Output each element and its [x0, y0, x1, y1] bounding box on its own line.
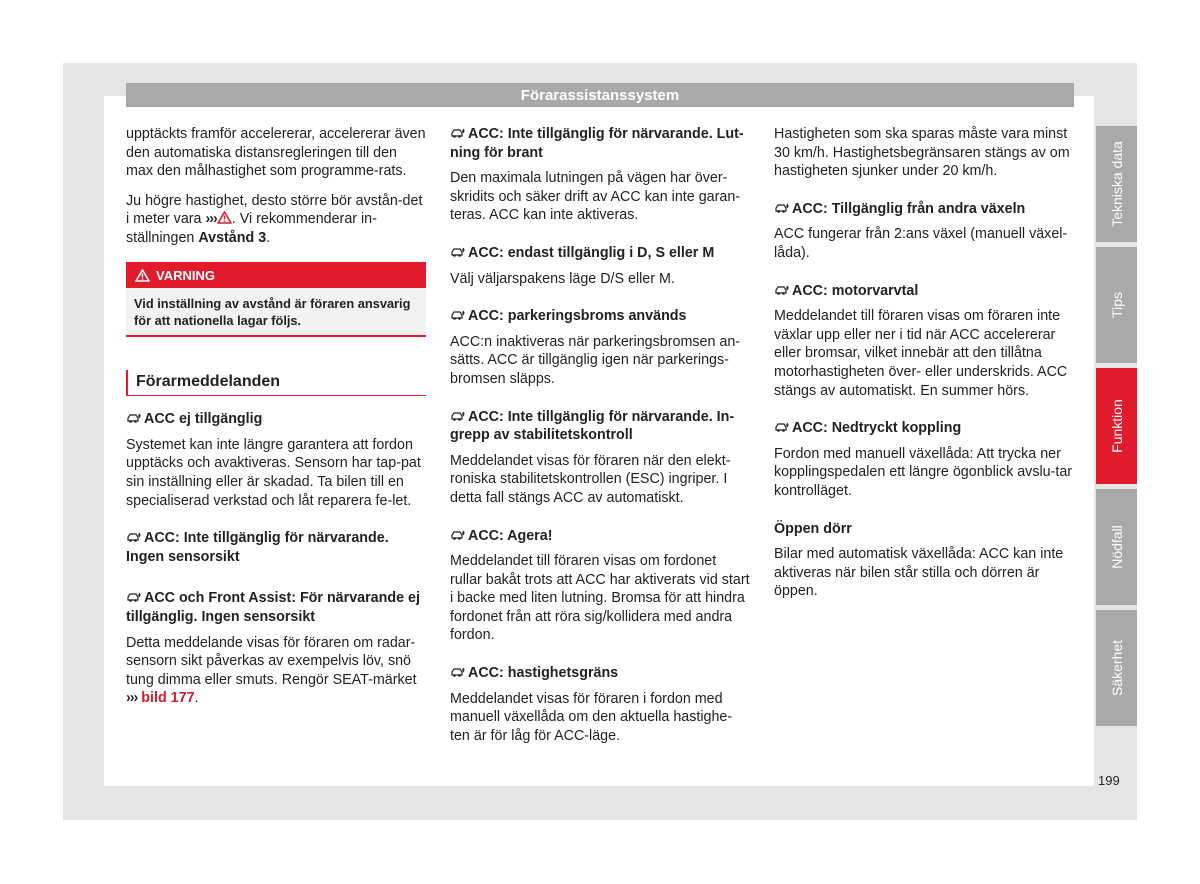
- message-heading: ACC och Front Assist: För närvarande ej tillgänglig. Ingen sensorsikt: [126, 590, 420, 625]
- car-message-icon: [450, 528, 466, 540]
- paragraph: Meddelandet till föraren visas om föraren inte växlar upp eller ner i tid när ACC accelererar eller bromsar, vilket innebär att den tillåtna motorhastigheten över- eller underskrids. ACC stängs av automatiskt. En summer hörs.: [774, 308, 1068, 399]
- message-heading: ACC: hastighetsgräns: [450, 664, 750, 683]
- page-number: 199: [1098, 773, 1120, 788]
- car-message-icon: [774, 283, 790, 295]
- message-heading: ACC ej tillgänglig: [126, 410, 426, 429]
- paragraph: Välj väljarspakens läge D/S eller M.: [450, 270, 675, 287]
- message-heading: ACC: Inte tillgänglig för närvarande. In-grepp av stabilitetskontroll: [450, 408, 735, 444]
- warning-triangle-icon: [135, 264, 150, 277]
- message-heading: ACC: motorvarvtal: [774, 282, 1074, 301]
- side-tab-nodfall[interactable]: Nödfall: [1096, 489, 1137, 605]
- warning-triangle-icon: [217, 211, 232, 224]
- side-tab-tips[interactable]: Tips: [1096, 247, 1137, 363]
- car-message-icon: [450, 665, 466, 677]
- paragraph: Meddelandet till föraren visas om fordonet rullar bakåt trots att ACC har aktiverats vid start i backe med liten lutning. Bromsa för att hindra fordonet från att röra sig/kollidera med andra fordon.: [450, 553, 750, 644]
- paragraph: Ju högre hastighet, desto större bör avstån-det i meter vara ››› . Vi rekommenderar in-ställningen Avstånd 3.: [126, 192, 423, 246]
- car-message-icon: [774, 201, 790, 213]
- paragraph: ACC:n inaktiveras när parkeringsbromsen an-sätts. ACC är tillgänglig igen när parkerings-bromsen släpps.: [450, 333, 741, 387]
- side-tab-tekniska-data[interactable]: Tekniska data: [1096, 126, 1137, 242]
- car-message-icon: [450, 126, 466, 138]
- see-reference-arrows: ›››: [126, 690, 138, 707]
- chapter-header: Förarassistanssystem: [126, 83, 1074, 107]
- paragraph: Bilar med automatisk växellåda: ACC kan inte aktiveras när bilen står stilla och dörren är öppen.: [774, 546, 1064, 600]
- paragraph: ACC fungerar från 2:ans växel (manuell växel-låda).: [774, 226, 1068, 261]
- car-message-icon: [450, 245, 466, 257]
- car-message-icon: [774, 420, 790, 432]
- paragraph: Den maximala lutningen på vägen har över-skridits och säker drift av ACC kan inte garan-teras. ACC kan inte aktiveras.: [450, 170, 741, 224]
- column-2: [450, 125, 750, 756]
- see-reference-arrows: ›››: [205, 211, 217, 228]
- paragraph: Detta meddelande visas för föraren om radar-sensorn sikt påverkas av exempelvis löv, snö tung dimma eller smuts. Rengör SEAT-märket ››› bild 177.: [126, 634, 417, 707]
- column-3: [774, 125, 1074, 612]
- warning-divider: [126, 335, 426, 337]
- subheading: Öppen dörr: [774, 520, 852, 537]
- paragraph: Meddelandet visas för föraren när den elekt-roniska stabilitetskontrollen (ESC) ingriper. I detta fall stängs ACC av automatiskt.: [450, 452, 731, 506]
- car-message-icon: [450, 409, 466, 421]
- message-heading: ACC: parkeringsbroms används: [450, 307, 750, 326]
- paragraph: Meddelandet visas för föraren i fordon med manuell växellåda om den aktuella hastighe-ten är för låg för ACC-läge.: [450, 690, 733, 744]
- figure-link[interactable]: bild 177: [141, 690, 195, 707]
- paragraph: upptäckts framför accelererar, accelererar även den automatiska distansregleringen till den max den målhastighet som programme-rats.: [126, 126, 426, 180]
- car-message-icon: [126, 411, 142, 423]
- message-heading: ACC: Agera!: [450, 527, 750, 546]
- warning-box: [126, 262, 426, 337]
- paragraph: Hastigheten som ska sparas måste vara minst 30 km/h. Hastighetsbegränsaren stängs av om hastigheten sjunker under 20 km/h.: [774, 126, 1070, 180]
- message-heading: ACC: Nedtryckt koppling: [774, 419, 1074, 438]
- warning-header: VARNING: [126, 262, 426, 288]
- car-message-icon: [450, 308, 466, 320]
- message-heading: ACC: Tillgänglig från andra växeln: [774, 200, 1074, 219]
- car-message-icon: [126, 590, 142, 602]
- section-heading: Förarmeddelanden: [126, 370, 426, 397]
- message-heading: ACC: Inte tillgänglig för närvarande. Ingen sensorsikt: [126, 530, 389, 565]
- message-heading: ACC: Inte tillgänglig för närvarande. Lut-ning för brant: [450, 126, 744, 161]
- side-tab-sakerhet[interactable]: Säkerhet: [1096, 610, 1137, 726]
- car-message-icon: [126, 530, 142, 542]
- warning-text: Vid inställning av avstånd är föraren ansvarig för att nationella lagar följs.: [134, 295, 411, 328]
- column-1: [126, 125, 426, 719]
- paragraph: Systemet kan inte längre garantera att fordon upptäcks och avaktiveras. Sensorn har tap-pat sin inställning eller är skadad. Ta bilen till en specialiserad verkstad och låt reparera fe-let.: [126, 436, 421, 509]
- side-tab-funktion[interactable]: Funktion: [1096, 368, 1137, 484]
- message-heading: ACC: endast tillgänglig i D, S eller M: [450, 244, 750, 263]
- paragraph: Fordon med manuell växellåda: Att trycka ner kopplingspedalen ett längre ögonblick avslu-tar kontrolläget.: [774, 445, 1073, 499]
